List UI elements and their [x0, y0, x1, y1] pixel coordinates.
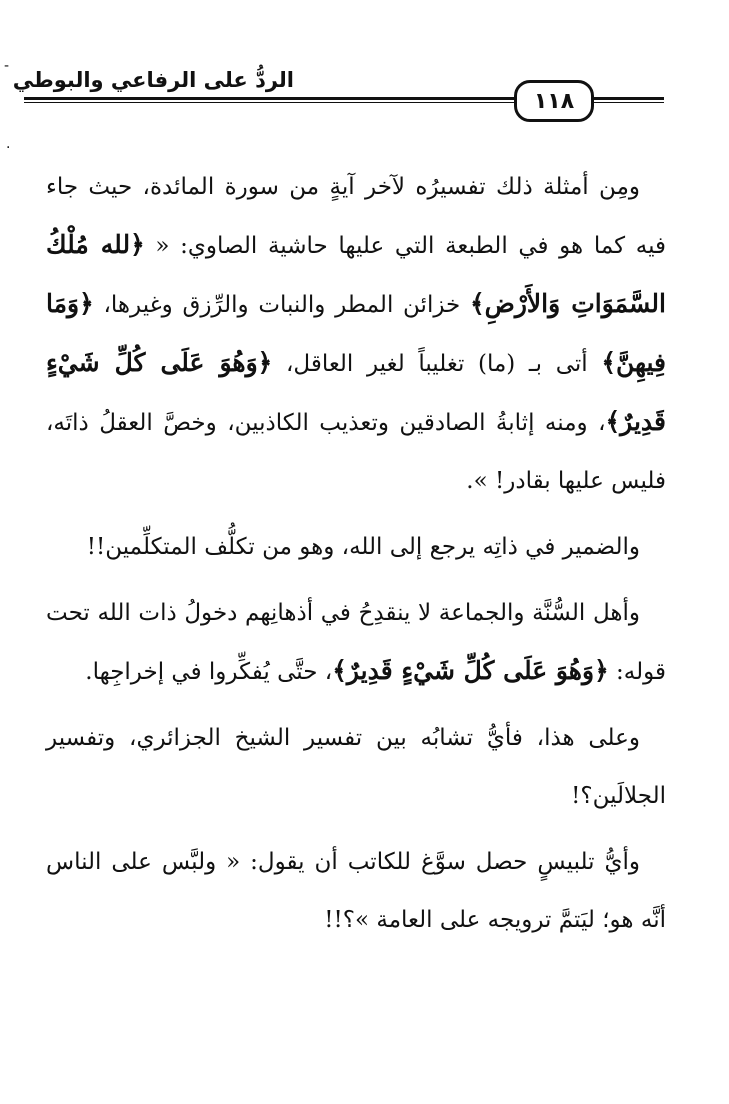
text-segment: ، ومنه إثابةُ الصادقين وتعذيب الكاذبين، وخصَّ العقلُ ذاتَه، فليس عليها بقادر! ».	[46, 410, 666, 494]
paragraph	[46, 833, 666, 949]
margin-mark-dot: .	[6, 136, 11, 152]
text-segment: أتى بـ (ما) تغليباً لغير العاقل،	[272, 351, 602, 377]
text-segment: والضمير في ذاتِه يرجع إلى الله، وهو من تكلُّف المتكلِّمين!!	[86, 534, 640, 560]
paragraph	[46, 158, 666, 510]
quran-verse: ﴿وَهُوَ عَلَى كُلِّ شَيْءٍ قَدِيرٌ﴾	[332, 656, 609, 685]
body-text	[46, 158, 666, 957]
quran-verse: ﴿لله مُلْكُ السَّمَوَاتِ وَالأَرْضِ﴾	[46, 230, 666, 318]
text-segment: وعلى هذا، فأيُّ تشابُه بين تفسير الشيخ الجزائري، وتفسير الجلالَين؟!	[46, 725, 666, 809]
text-segment: وأهل السُّنَّة والجماعة لا ينقدِحُ في أذهانِهم دخولُ ذات الله تحت قوله:	[46, 600, 666, 685]
text-segment: وأيُّ تلبيسٍ حصل سوَّغ للكاتب أن يقول: « ولبَّس على الناس أنَّه هو؛ ليَتمَّ ترويجه على العامة »؟!!	[46, 849, 666, 933]
header-rule-thick	[24, 97, 514, 100]
header-rule-thin	[24, 102, 514, 103]
margin-mark-dash: -	[4, 58, 10, 74]
running-title: الردُّ على الرفاعي والبوطي	[12, 68, 294, 92]
text-segment: ، حتَّى يُفكِّروا في إخراجِها.	[85, 659, 333, 685]
paragraph	[46, 584, 666, 701]
paragraph	[46, 709, 666, 825]
page-number: ١١٨	[514, 80, 594, 122]
paragraph	[46, 518, 666, 576]
quran-verse: ﴿وَهُوَ عَلَى كُلِّ شَيْءٍ قَدِيرٌ﴾	[46, 348, 666, 436]
header-rule-thin-right	[594, 102, 664, 103]
text-segment: خزائن المطر والنبات والرِّزق وغيرها،	[93, 292, 470, 318]
page-header	[12, 62, 664, 132]
quran-verse: ﴿وَمَا فِيهِنَّ﴾	[46, 289, 667, 377]
header-rule-thick-right	[594, 97, 664, 100]
text-segment: ومِن أمثلة ذلك تفسيرُه لآخر آيةٍ من سورة المائدة، حيث جاء فيه كما هو في الطبعة التي عليها حاشية الصاوي: «	[46, 174, 667, 259]
